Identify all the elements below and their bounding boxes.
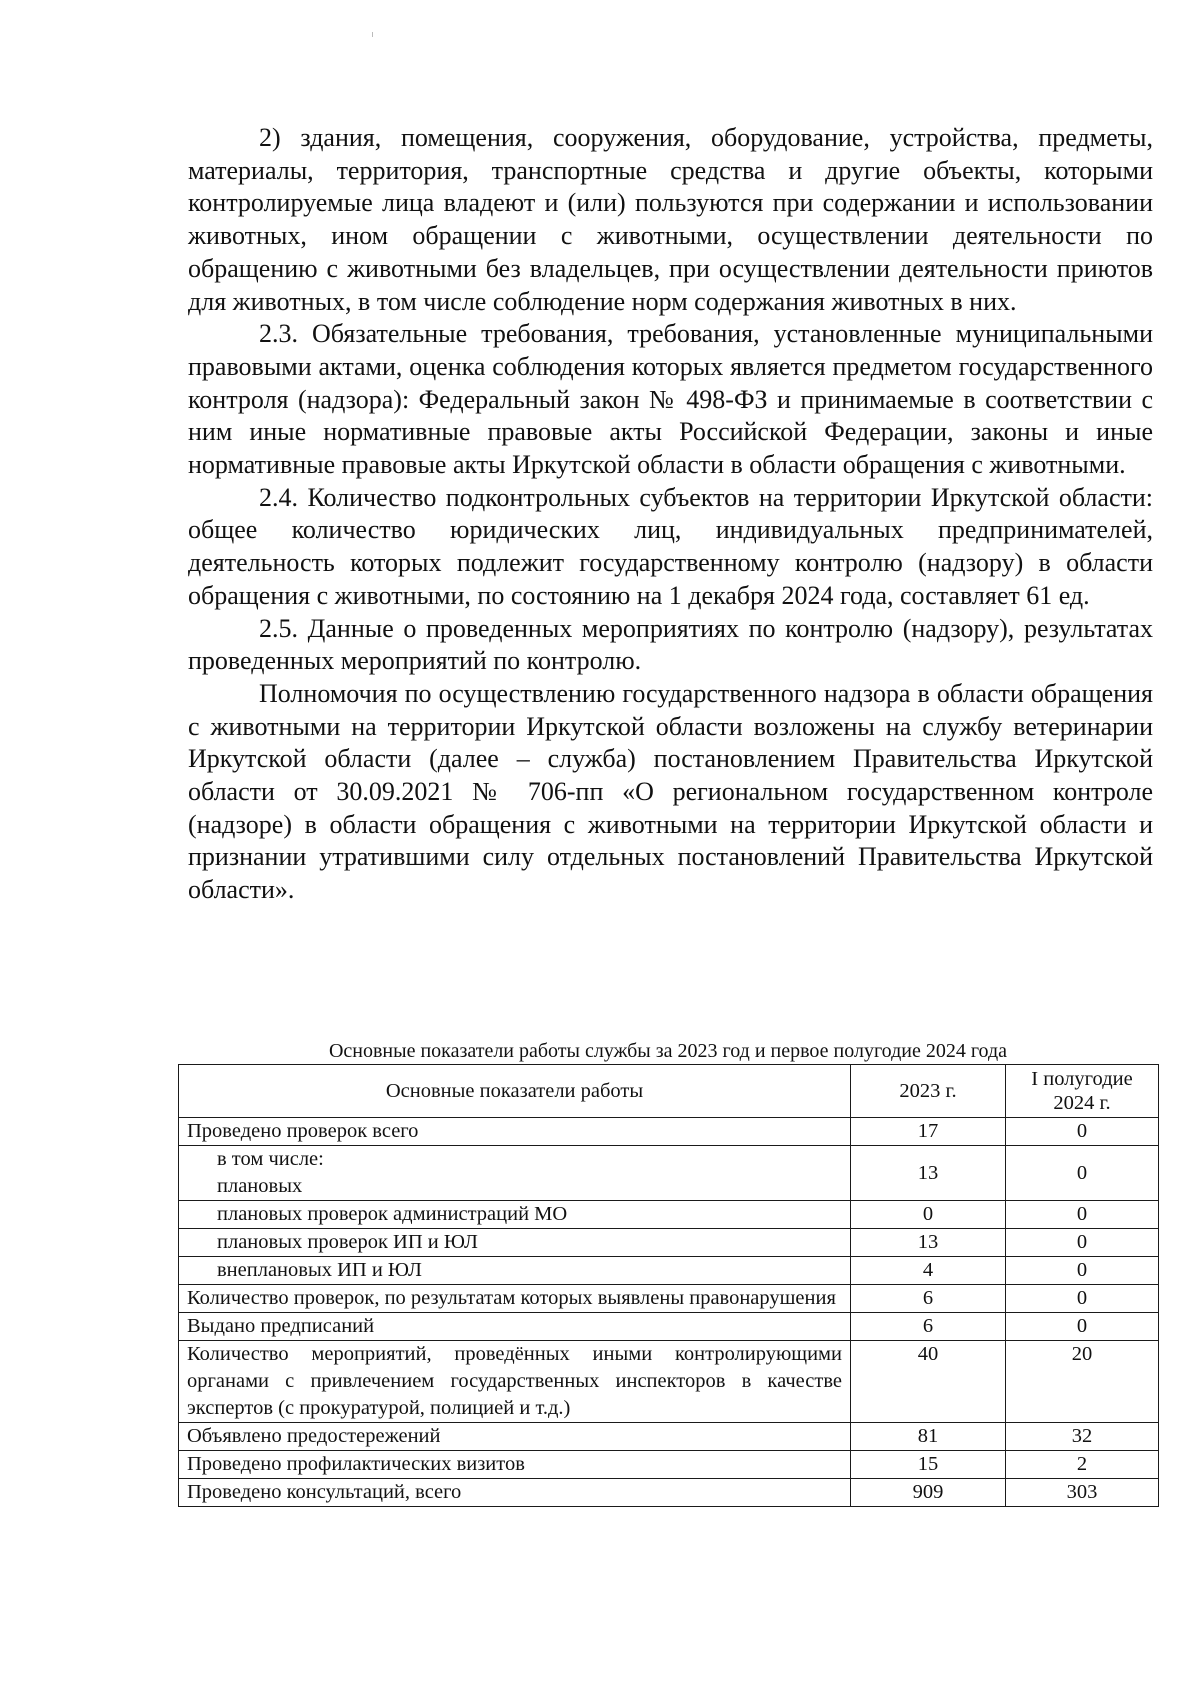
scan-mark (372, 32, 373, 37)
row-value-2023: 17 (851, 1118, 1006, 1146)
row-value-2024: 0 (1006, 1146, 1159, 1201)
indicators-table (178, 1064, 1159, 1507)
table-row (179, 1257, 1159, 1285)
row-label: плановых проверок ИП и ЮЛ (179, 1229, 851, 1257)
paragraph-objects: 2) здания, помещения, сооружения, оборудование, устройства, предметы, материалы, территория, транспортные средства и другие объекты, которыми контролируемые лица владеют и (или) пользуются при содержании и использовании животных, ином обращении с животными, осуществлении деятельности по обращению с животными без владельцев, при осуществлении деятельности приютов для животных, в том числе соблюдение норм содержания животных в них. (188, 123, 1153, 316)
row-label: Количество проверок, по результатам которых выявлены правонарушения (179, 1285, 851, 1313)
row-value-2024: 303 (1006, 1479, 1159, 1507)
row-value-2024: 20 (1006, 1341, 1159, 1423)
row-value-2023: 13 (851, 1229, 1006, 1257)
header-half-2024 (1006, 1065, 1159, 1118)
table-row (179, 1201, 1159, 1229)
row-value-2024: 0 (1006, 1229, 1159, 1257)
paragraph-2-3: 2.3. Обязательные требования, требования, установленные муниципальными правовыми актами, оценка соблюдения которых является предметом государственного контроля (надзора): Федеральный закон № 498-ФЗ и принимаемые в соответствии с ним иные нормативные правовые акты Российской Федерации, законы и иные нормативные правовые акты Иркутской области в области обращения с животными. (188, 319, 1153, 480)
row-value-2023: 6 (851, 1285, 1006, 1313)
row-value-2024: 0 (1006, 1201, 1159, 1229)
row-label: Выдано предписаний (179, 1313, 851, 1341)
paragraph-2-4: 2.4. Количество подконтрольных субъектов на территории Иркутской области: общее количество юридических лиц, индивидуальных предпринимателей, деятельность которых подлежит государственному контролю (надзору) в области обращения с животными, по состоянию на 1 декабря 2024 года, составляет 61 ед. (188, 482, 1153, 610)
row-label-line2: плановых (217, 1175, 303, 1197)
table-row (179, 1451, 1159, 1479)
table-header-row (179, 1065, 1159, 1118)
table-row (179, 1118, 1159, 1146)
row-label: Проведено проверок всего (179, 1118, 851, 1146)
row-value-2024: 0 (1006, 1313, 1159, 1341)
row-value-2023: 909 (851, 1479, 1006, 1507)
table-row (179, 1423, 1159, 1451)
row-value-2023: 13 (851, 1146, 1006, 1201)
body-text (188, 122, 1153, 907)
table-row (179, 1285, 1159, 1313)
row-label: Объявлено предостережений (179, 1423, 851, 1451)
header-indicator: Основные показатели работы (179, 1065, 851, 1118)
row-value-2023: 40 (851, 1341, 1006, 1423)
table-row (179, 1146, 1159, 1201)
row-label: Проведено профилактических визитов (179, 1451, 851, 1479)
header-half-2024-line2: 2024 г. (1053, 1092, 1111, 1114)
table-caption: Основные показатели работы службы за 2023 год и первое полугодие 2024 года (328, 1040, 1008, 1062)
row-value-2024: 0 (1006, 1118, 1159, 1146)
row-label-line1: в том числе: (217, 1148, 324, 1170)
row-value-2024: 2 (1006, 1451, 1159, 1479)
row-value-2023: 81 (851, 1423, 1006, 1451)
row-value-2024: 0 (1006, 1285, 1159, 1313)
table-row (179, 1313, 1159, 1341)
row-value-2024: 0 (1006, 1257, 1159, 1285)
header-half-2024-line1: I полугодие (1031, 1068, 1133, 1090)
table-row (179, 1229, 1159, 1257)
table-row (179, 1479, 1159, 1507)
row-label: Проведено консультаций, всего (179, 1479, 851, 1507)
header-2023: 2023 г. (851, 1065, 1006, 1118)
row-value-2023: 0 (851, 1201, 1006, 1229)
row-label: внеплановых ИП и ЮЛ (179, 1257, 851, 1285)
row-label: Количество мероприятий, проведённых иными контролирующими органами с привлечением государственных инспекторов в качестве экспертов (с прокуратурой, полицией и т.д.) (179, 1341, 851, 1423)
row-value-2023: 4 (851, 1257, 1006, 1285)
table-row (179, 1341, 1159, 1423)
row-label: плановых проверок администраций МО (179, 1201, 851, 1229)
row-label (179, 1146, 851, 1201)
paragraph-2-5: 2.5. Данные о проведенных мероприятиях по контролю (надзору), результатах проведенных мероприятий по контролю. (188, 613, 1153, 676)
row-value-2023: 15 (851, 1451, 1006, 1479)
row-value-2024: 32 (1006, 1423, 1159, 1451)
paragraph-authority: Полномочия по осуществлению государственного надзора в области обращения с животными на территории Иркутской области возложены на службу ветеринарии Иркутской области (далее – служба) постановлением Правительства Иркутской области от 30.09.2021 № 706-пп «О региональном государственном контроле (надзоре) в области обращения с животными на территории Иркутской области и признании утратившими силу отдельных постановлений Правительства Иркутской области». (188, 678, 1153, 905)
row-value-2023: 6 (851, 1313, 1006, 1341)
